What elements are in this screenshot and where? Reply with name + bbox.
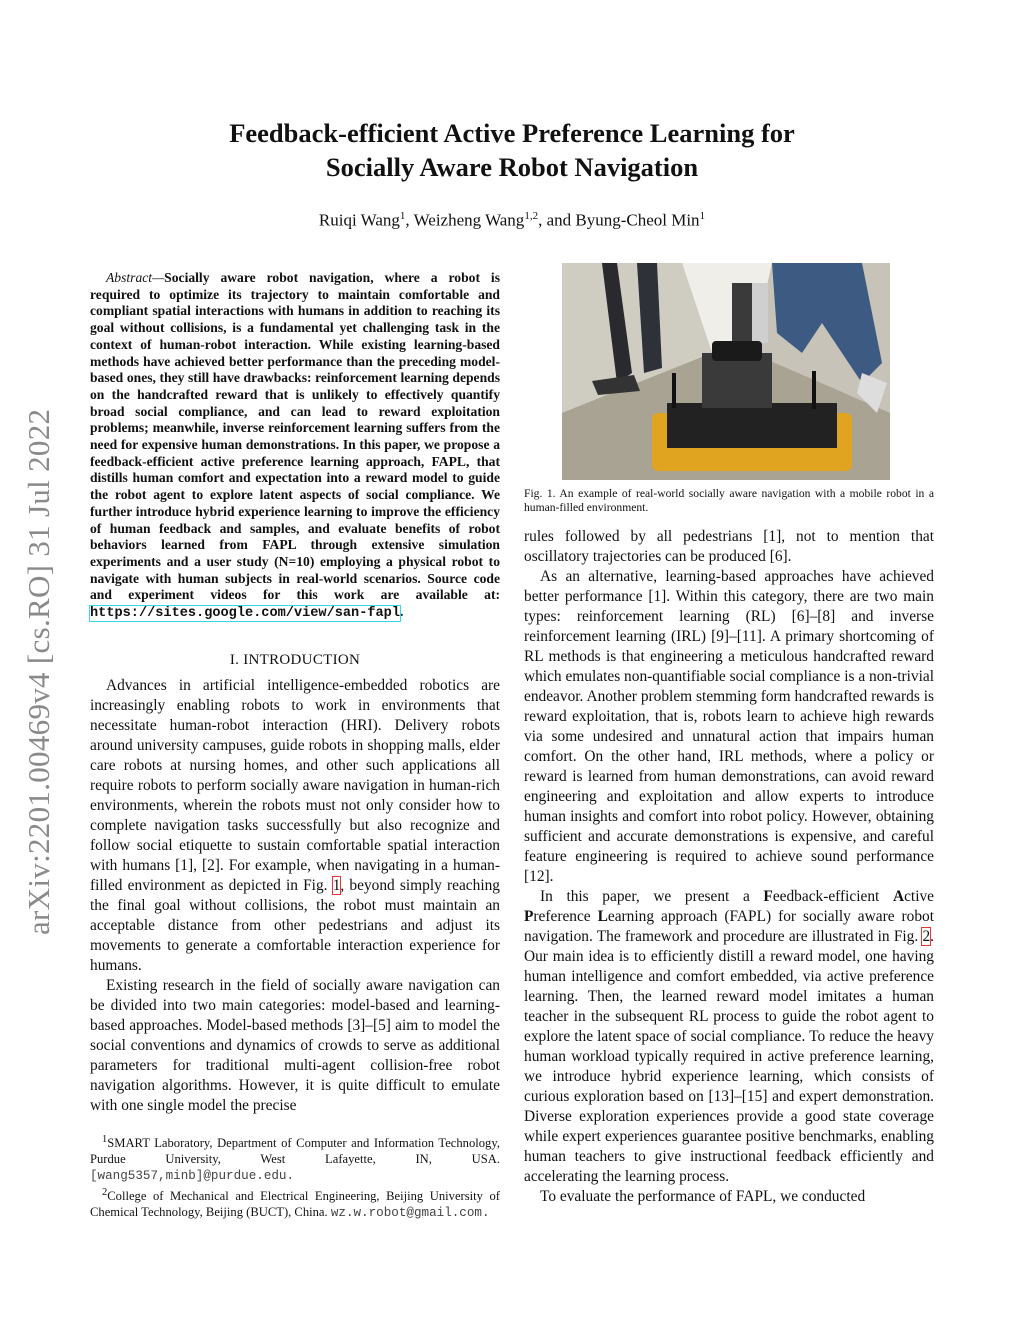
text: SMART Laboratory, Department of Computer and Information Technology, Purdue University, West Lafayette, IN, USA. [90, 1136, 500, 1166]
affiliation-mark: 1 [699, 210, 706, 222]
paragraph: To evaluate the performance of FAPL, we conducted [540, 1188, 866, 1205]
text: eedback-efficient [772, 888, 893, 905]
paragraph: As an alternative, learning-based approaches have achieved better performance [1]. Within this category, there are two main types: reinforcement learning (RL) [6]–[8] and inverse reinforcement learning (IRL) [9]–[11]. A primary shortcoming of RL methods is that engineering a meticulous handcrafted reward which emulates non-quantifiable social compliance is a non-trivial endeavor. Another problem stemming form handcrafted rewards is reward exploitation, that is, robots learn to achieve high rewards via some undesired and unnatural action that impairs human comfort. On the other hand, IRL methods, where a policy or reward is learned from human demonstrations, can avoid reward engineering and exploitation and allow experts to introduce human insights and comfort into robot policy. However, obtaining sufficient and accurate demonstrations is expensive, and careful feature engineering is required to achieve sound performance [12]. [524, 568, 934, 885]
acronym-letter: F [763, 888, 773, 905]
authors: Ruiqi Wang$^1$, Weizheng Wang$^{1,2}$, and Byung-Cheol Min$^1$ [318, 210, 706, 230]
left-column-body [90, 676, 500, 1116]
footnote-2 [90, 1185, 500, 1222]
author: Ruiqi Wang [318, 210, 400, 230]
text: reference [533, 908, 598, 925]
abstract [90, 270, 500, 623]
paper-title [0, 116, 1024, 184]
footnote-1 [90, 1132, 500, 1185]
acronym-letter: A [892, 888, 905, 905]
figure-link[interactable]: 1 [332, 877, 341, 894]
figure-link[interactable]: 2 [922, 928, 931, 945]
title-line-2: Socially Aware Robot Navigation [325, 152, 699, 182]
figure-caption: Fig. 1. An example of real-world socially aware navigation with a mobile robot in a human-filled environment. [524, 487, 934, 514]
text: , beyond simply reaching the final goal without collisions, the robot must maintain an acceptable distance from other pedestrians and adjust its movements to generate a comfortable interaction experience for humans. [90, 877, 500, 974]
author: Weizheng Wang [413, 210, 525, 230]
text: . Our main idea is to efficiently distill a reward model, one having human intelligence and comfort embedded, via active preference learning. Then, the learned reward model imitates a human teacher in the subsequent RL process to guide the robot agent to explore the latent space of social compliance. To reduce the heavy human workload typically required in active preference learning, we introduce hybrid experience learning, which consists of curious exploration based on [13]–[15] and expert demonstration. Diverse exploration experiences provide a good state coverage while expert experiences guarantee positive benchmarks, enabling human teachers to give instructional feedback efficiently and accelerating the learning process. [524, 928, 934, 1185]
footnotes [90, 1132, 500, 1221]
section-heading: I. INTRODUCTION [229, 652, 361, 668]
paragraph [524, 887, 934, 1187]
email: wz.w.robot@gmail.com. [330, 1205, 490, 1220]
affiliation-mark: 1,2 [524, 210, 539, 222]
affiliation-mark: 1 [399, 210, 406, 222]
photo-illustration [562, 263, 890, 480]
acronym-letter: P [524, 908, 534, 925]
text: In this paper, we present a [540, 888, 764, 905]
text: earning approach (FAPL) for socially aware robot navigation. The framework and procedure are illustrated in Fig. [524, 908, 934, 945]
text: ctive [904, 888, 935, 905]
abstract-label: Abstract [106, 270, 153, 285]
text: College of Mechanical and Electrical Engineering, Beijing University of Chemical Technology, Beijing (BUCT), China. [90, 1188, 500, 1219]
text: Advances in artificial intelligence-embedded robotics are increasingly enabling robots to work in environments that necessitate human-robot interaction (HRI). Delivery robots around university campuses, guide robots in shopping malls, elder care robots at nursing homes, and other such applications all require robots to perform socially aware navigation in human-rich environments, wherein the robots must not only consider how to complete navigation tasks successfully but also recognize and follow social etiquette to sustain comfortable spatial interaction with humans [1], [2]. For example, when navigating in a human-filled environment as depicted in Fig. [90, 677, 500, 894]
paragraph [90, 676, 500, 976]
footnote-mark: 1 [102, 1134, 108, 1145]
author: and Byung-Cheol Min [546, 210, 700, 230]
project-link[interactable]: https://sites.google.com/view/san-fapl [90, 606, 400, 622]
footnote-mark: 2 [102, 1186, 108, 1198]
abstract-text: Socially aware robot navigation, where a robot is required to optimize its trajectory to maintain comfortable and compliant spatial interactions with humans in addition to reaching its goal without collisions, is a fundamental yet challenging task in the context of human-robot interaction. While existing learning-based methods have achieved better performance than the preceding model-based ones, they still have drawbacks: reinforcement learning depends on the handcrafted reward that is unlikely to effectively quantify broad social compliance, and can lead to reward exploitation problems; meanwhile, inverse reinforcement learning suffers from the need for expensive human demonstrations. In this paper, we propose a feedback-efficient active preference learning approach, FAPL, that distills human comfort and expectation into a reward model to guide the robot agent to explore latent aspects of social compliance. We further introduce hybrid experience learning to improve the efficiency of human feedback and samples, and evaluate benefits of robot behaviors learned from FAPL through extensive simulation experiments and a user study (N=10) employing a physical robot to navigate with human subjects in real-world scenarios. Source code and experiment videos for this work are available at: [90, 270, 500, 603]
arxiv-identifier: arXiv:2201.00469v4 [cs.RO] 31 Jul 2022 [21, 408, 56, 935]
abstract-dash: — [152, 270, 165, 285]
abstract-end: . [400, 604, 404, 620]
email: [wang5357,minb]@purdue.edu. [90, 1168, 295, 1183]
paragraph: Existing research in the field of socially aware navigation can be divided into two main categories: model-based and learning-based approaches. Model-based methods [3]–[5] aim to model the social conventions and dynamics of crowds to serve as additional parameters for traditional multi-agent collision-free robot navigation algorithms. However, it is quite difficult to emulate with one single model the precise [90, 977, 500, 1114]
paragraph: rules followed by all pedestrians [1], not to mention that oscillatory trajectories can be produced [6]. [524, 528, 934, 565]
title-line-1: Feedback-efficient Active Preference Learning for [229, 118, 795, 148]
acronym-letter: L [597, 908, 608, 925]
figure-robot-photo [562, 263, 890, 480]
right-column-body [524, 527, 934, 1207]
